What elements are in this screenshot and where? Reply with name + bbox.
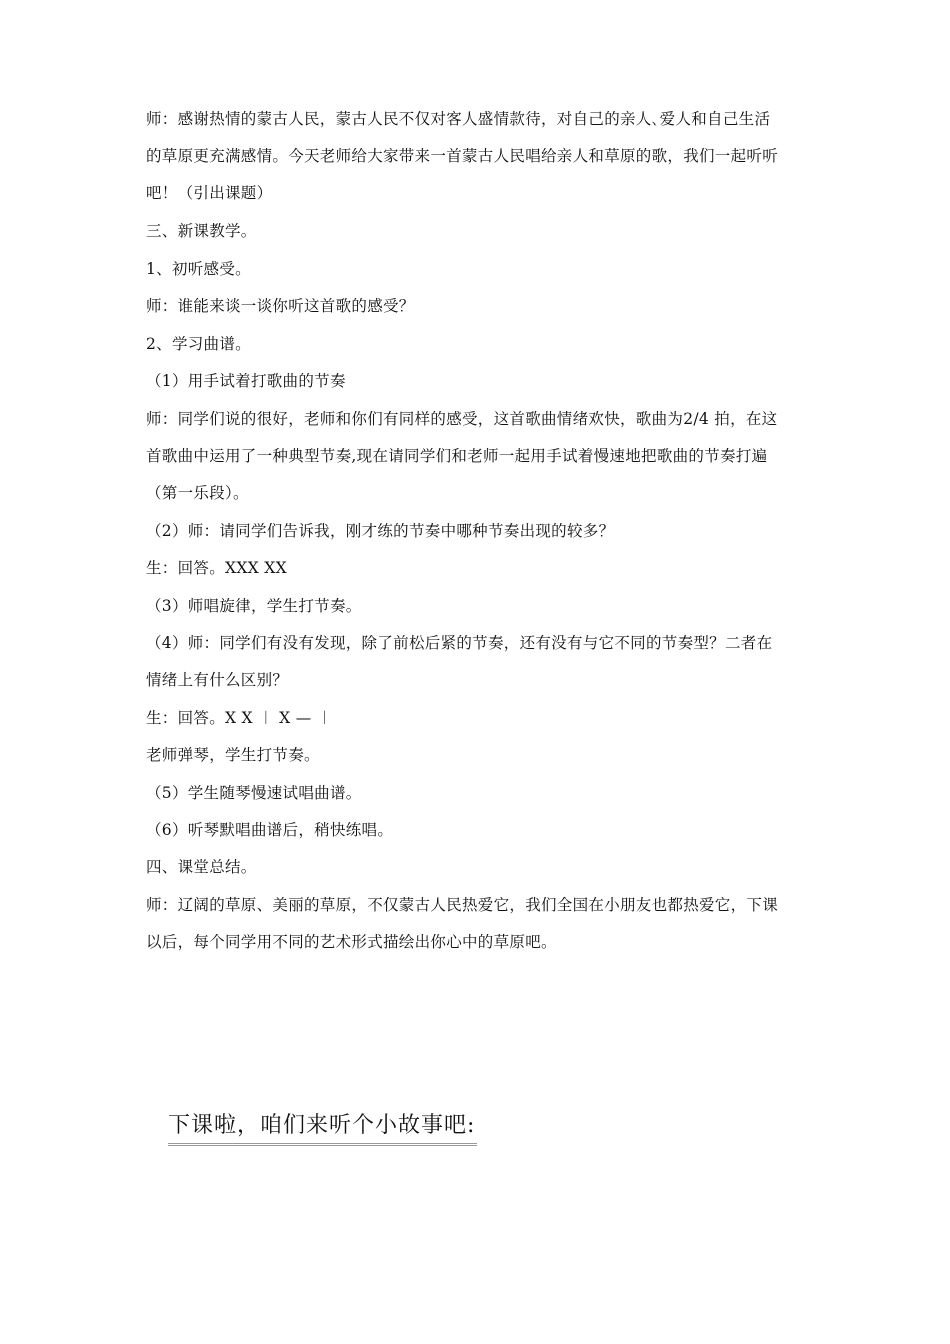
paragraph-line: 老师弹琴，学生打节奏。 xyxy=(146,746,320,764)
paragraph-line: 师：同学们说的很好，老师和你们有同样的感受，这首歌曲情绪欢快，歌曲为2/4 拍，在这 xyxy=(146,410,778,428)
paragraph-line: （5）学生随琴慢速试唱曲谱。 xyxy=(146,784,362,802)
paragraph-line: 以后，每个同学用不同的艺术形式描绘出你心中的草原吧。 xyxy=(146,933,557,951)
paragraph-line: 情绪上有什么区别？ xyxy=(146,671,289,689)
section-heading: 三、新课教学。 xyxy=(146,222,257,240)
paragraph-line: （第一乐段）。 xyxy=(146,484,249,502)
paragraph-line: 生：回答。X X ︱ X — ︱ xyxy=(146,709,333,727)
paragraph-line: （4）师：同学们有没有发现，除了前松后紧的节奏，还有没有与它不同的节奏型？二者在 xyxy=(146,634,773,652)
paragraph-line: 师：辽阔的草原、美丽的草原，不仅蒙古人民热爱它，我们全国在小朋友也都热爱它，下课 xyxy=(146,896,779,914)
paragraph-line: 首歌曲中运用了一种典型节奏,现在请同学们和老师一起用手试着慢速地把歌曲的节奏打遍 xyxy=(146,447,768,465)
paragraph-line: 生：回答。XXX XX xyxy=(146,559,287,577)
paragraph-line: 的草原更充满感情。今天老师给大家带来一首蒙古人民唱给亲人和草原的歌，我们一起听听 xyxy=(146,147,779,165)
paragraph-line: （1）用手试着打歌曲的节奏 xyxy=(146,372,346,390)
paragraph-line: 师：感谢热情的蒙古人民，蒙古人民不仅对客人盛情款待，对自己的亲人､爱人和自己生活 xyxy=(146,110,771,128)
story-heading: 下课啦，咱们来听个小故事吧: xyxy=(168,1112,477,1146)
paragraph-line: （3）师唱旋律，学生打节奏。 xyxy=(146,597,362,615)
paragraph-line: 吧！（引出课题） xyxy=(146,184,273,202)
paragraph-line: （6）听琴默唱曲谱后，稍快练唱。 xyxy=(146,821,394,839)
section-heading: 四、课堂总结。 xyxy=(146,858,257,876)
subsection-heading: 1、初听感受。 xyxy=(146,260,251,278)
subsection-heading: 2、学习曲谱。 xyxy=(146,335,251,353)
paragraph-line: 师：谁能来谈一谈你听这首歌的感受？ xyxy=(146,297,415,315)
paragraph-line: （2）师：请同学们告诉我，刚才练的节奏中哪种节奏出现的较多？ xyxy=(146,522,615,540)
